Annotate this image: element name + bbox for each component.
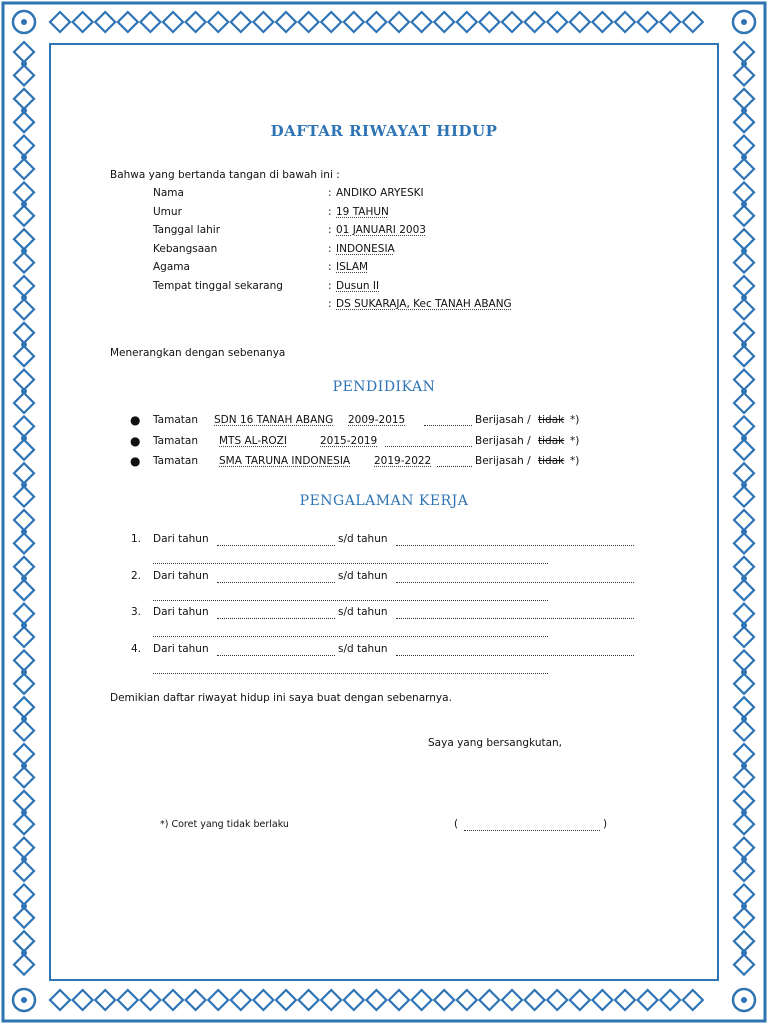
education-mark: *) (570, 455, 580, 467)
dotted-fill (217, 655, 335, 656)
biodata-label: Tempat tinggal sekarang (153, 280, 283, 292)
biodata-label: Tanggal lahir (153, 224, 221, 236)
education-years: 2015-2019 (320, 435, 378, 447)
education-berijasah: Berijasah / (475, 414, 531, 426)
dotted-fill (217, 545, 335, 546)
education-mark: *) (570, 414, 580, 426)
education-heading: PENDIDIKAN (332, 379, 436, 395)
experience-to-label: s/d tahun (338, 570, 388, 582)
experience-to-label: s/d tahun (338, 643, 388, 655)
dotted-fill (424, 425, 472, 426)
biodata-value: INDONESIA (336, 243, 395, 255)
education-berijasah: Berijasah / (475, 455, 531, 467)
signature-blank (464, 830, 600, 831)
biodata-colon: : (328, 206, 332, 218)
education-school: SMA TARUNA INDONESIA (219, 455, 351, 467)
experience-number: 1. (131, 533, 142, 545)
education-prefix: Tamatan (153, 455, 198, 467)
intro-text: Bahwa yang bertanda tangan di bawah ini : (110, 169, 340, 181)
dotted-fill (153, 563, 548, 564)
biodata-label: Agama (153, 261, 190, 273)
footnote-text: *) Coret yang tidak berlaku (160, 819, 289, 830)
bullet-icon: ● (130, 434, 141, 448)
biodata-colon: : (328, 224, 332, 236)
dotted-fill (396, 582, 634, 583)
biodata-value: 01 JANUARI 2003 (336, 224, 426, 236)
education-years: 2019-2022 (374, 455, 432, 467)
dotted-fill (385, 446, 472, 447)
experience-number: 4. (131, 643, 142, 655)
education-mark: *) (570, 435, 580, 447)
biodata-colon: : (328, 280, 332, 292)
dotted-fill (153, 636, 548, 637)
biodata-value: DS SUKARAJA, Kec TANAH ABANG (336, 298, 512, 310)
education-tidak: tidak (538, 414, 565, 426)
dotted-fill (217, 582, 335, 583)
dotted-fill (437, 466, 472, 467)
biodata-value: Dusun II (336, 280, 380, 292)
closing-text: Demikian daftar riwayat hidup ini saya buat dengan sebenarnya. (110, 692, 452, 704)
experience-from-label: Dari tahun (153, 570, 209, 582)
dotted-fill (153, 673, 548, 674)
education-tidak: tidak (538, 455, 565, 467)
biodata-label: Nama (153, 187, 184, 199)
signature-open-paren: ( (454, 818, 459, 830)
bullet-icon: ● (130, 454, 141, 468)
education-school: SDN 16 TANAH ABANG (214, 414, 334, 426)
signature-close-paren: ) (603, 818, 608, 830)
experience-from-label: Dari tahun (153, 643, 209, 655)
statement-text: Menerangkan dengan sebenanya (110, 347, 286, 359)
experience-number: 2. (131, 570, 142, 582)
education-prefix: Tamatan (153, 414, 198, 426)
biodata-value: ANDIKO ARYESKI (336, 187, 424, 199)
experience-number: 3. (131, 606, 142, 618)
signer-text: Saya yang bersangkutan, (428, 737, 563, 749)
experience-heading: PENGALAMAN KERJA (299, 493, 469, 509)
biodata-value: ISLAM (336, 261, 369, 273)
bullet-icon: ● (130, 413, 141, 427)
dotted-fill (217, 618, 335, 619)
education-years: 2009-2015 (348, 414, 406, 426)
dotted-fill (396, 545, 634, 546)
dotted-fill (153, 600, 548, 601)
experience-from-label: Dari tahun (153, 533, 209, 545)
experience-from-label: Dari tahun (153, 606, 209, 618)
biodata-colon: : (328, 261, 332, 273)
dotted-fill (396, 655, 634, 656)
biodata-colon: : (328, 243, 332, 255)
document-title: DAFTAR RIWAYAT HIDUP (270, 122, 498, 140)
education-berijasah: Berijasah / (475, 435, 531, 447)
education-school: MTS AL-ROZI (219, 435, 287, 447)
experience-to-label: s/d tahun (338, 533, 388, 545)
biodata-value: 19 TAHUN (336, 206, 389, 218)
biodata-label: Umur (153, 206, 182, 218)
experience-to-label: s/d tahun (338, 606, 388, 618)
biodata-colon: : (328, 298, 332, 310)
biodata-colon: : (328, 187, 332, 199)
education-prefix: Tamatan (153, 435, 198, 447)
education-tidak: tidak (538, 435, 565, 447)
biodata-label: Kebangsaan (153, 243, 218, 255)
dotted-fill (396, 618, 634, 619)
